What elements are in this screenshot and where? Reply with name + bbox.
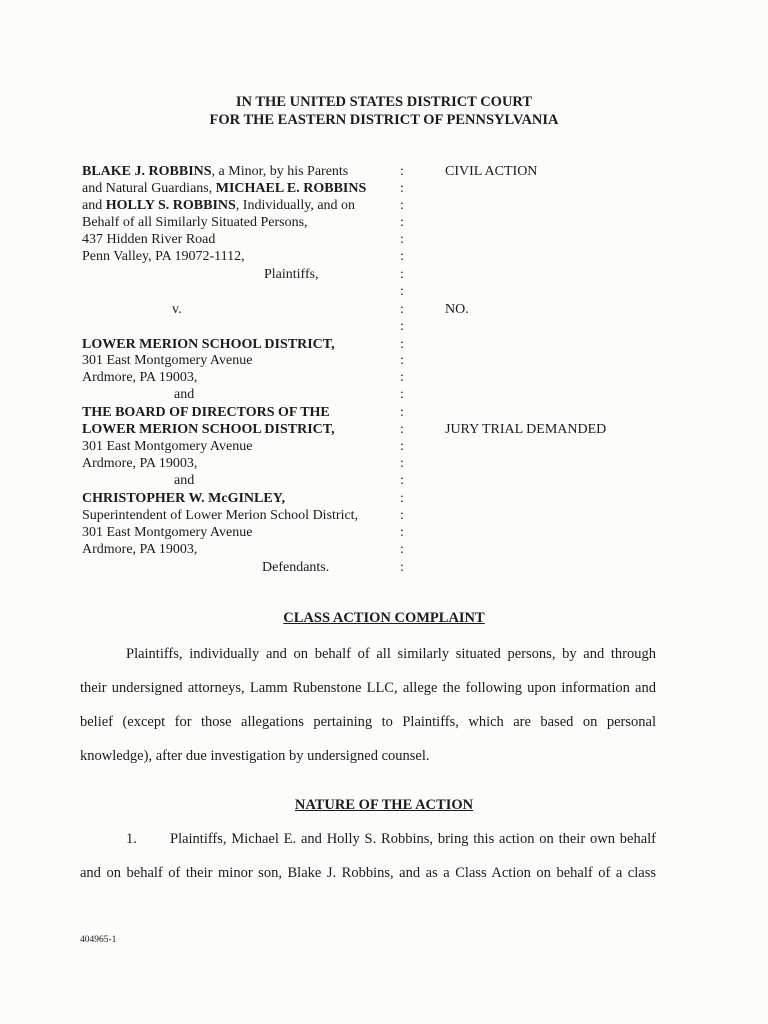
defendant-address: 301 East Montgomery Avenue (82, 525, 253, 540)
plaintiff-address: Penn Valley, PA 19072-1112, (82, 249, 245, 264)
plaintiff-name: MICHAEL E. ROBBINS (215, 181, 367, 196)
separator-colon: : (400, 319, 404, 334)
plaintiffs-role: Plaintiffs, (264, 267, 319, 282)
separator-colon: : (400, 525, 404, 540)
separator-colon: : (400, 353, 404, 368)
paragraph-line: their undersigned attorneys, Lamm Rubenstone LLC, allege the following upon information and (80, 680, 656, 696)
separator-colon: : (400, 370, 404, 385)
paragraph-number: 1. (126, 831, 137, 847)
plaintiff-name: HOLLY S. ROBBINS (105, 198, 236, 213)
document-id: 404965-1 (80, 935, 117, 945)
separator-colon: : (400, 337, 404, 352)
separator-colon: : (400, 439, 404, 454)
plaintiff-address: 437 Hidden River Road (82, 232, 216, 247)
defendant-name-text: THE BOARD OF DIRECTORS OF THE (82, 405, 330, 420)
separator-colon: : (400, 267, 404, 282)
civil-action-label: CIVIL ACTION (445, 164, 538, 179)
separator-colon: : (400, 232, 404, 247)
defendant-name (82, 404, 330, 421)
separator-colon: : (400, 164, 404, 179)
separator-colon: : (400, 284, 404, 299)
and-connector: and (174, 387, 195, 402)
separator-colon: : (400, 422, 404, 437)
caption-text: , Individually, and on (235, 198, 356, 213)
plaintiff-name: BLAKE J. ROBBINS (82, 164, 212, 179)
separator-colon: : (400, 491, 404, 506)
court-name: IN THE UNITED STATES DISTRICT COURT (235, 94, 533, 110)
defendant-name-text: LOWER MERION SCHOOL DISTRICT, (82, 422, 335, 437)
caption-text: Behalf of all Similarly Situated Persons, (82, 215, 308, 230)
separator-colon: : (400, 473, 404, 488)
defendant-address: Ardmore, PA 19003, (82, 456, 198, 471)
separator-colon: : (400, 508, 404, 523)
caption-text: , a Minor, by his Parents (211, 164, 349, 179)
separator-colon: : (400, 302, 404, 317)
defendant-title: Superintendent of Lower Merion School District, (82, 508, 359, 523)
caption-text: and Natural Guardians, (82, 181, 216, 196)
caption-line (82, 180, 366, 197)
jury-demand-label: JURY TRIAL DEMANDED (445, 422, 607, 437)
defendant-name (82, 421, 335, 438)
complaint-title: CLASS ACTION COMPLAINT (283, 610, 485, 626)
paragraph-line: Plaintiffs, Michael E. and Holly S. Robbins, bring this action on their own behalf (170, 831, 656, 847)
defendant-address: Ardmore, PA 19003, (82, 542, 198, 557)
court-district: FOR THE EASTERN DISTRICT OF PENNSYLVANIA (209, 112, 559, 128)
separator-colon: : (400, 198, 404, 213)
paragraph-line: Plaintiffs, individually and on behalf of all similarly situated persons, by and through (126, 646, 656, 662)
defendant-name-text: LOWER MERION SCHOOL DISTRICT, (82, 337, 335, 352)
and-connector: and (174, 473, 195, 488)
defendant-address: 301 East Montgomery Avenue (82, 439, 253, 454)
separator-colon: : (400, 387, 404, 402)
caption-line (82, 197, 355, 214)
defendant-name (82, 336, 335, 353)
caption-line (82, 163, 348, 180)
section-title: NATURE OF THE ACTION (294, 797, 474, 813)
paragraph-line: belief (except for those allegations pertaining to Plaintiffs, which are based on personal (80, 714, 656, 730)
defendant-name (82, 490, 285, 507)
separator-colon: : (400, 456, 404, 471)
versus: v. (172, 302, 182, 317)
caption-text: and (82, 198, 106, 213)
defendant-name-text: CHRISTOPHER W. McGINLEY, (82, 491, 286, 506)
separator-colon: : (400, 542, 404, 557)
defendants-role: Defendants. (262, 560, 330, 575)
separator-colon: : (400, 405, 404, 420)
defendant-address: 301 East Montgomery Avenue (82, 353, 253, 368)
separator-colon: : (400, 249, 404, 264)
separator-colon: : (400, 215, 404, 230)
case-number-label: NO. (445, 302, 469, 317)
paragraph-line: and on behalf of their minor son, Blake J. Robbins, and as a Class Action on behalf of a class (80, 865, 656, 881)
paragraph-line: knowledge), after due investigation by undersigned counsel. (80, 748, 430, 764)
separator-colon: : (400, 560, 404, 575)
separator-colon: : (400, 181, 404, 196)
defendant-address: Ardmore, PA 19003, (82, 370, 198, 385)
